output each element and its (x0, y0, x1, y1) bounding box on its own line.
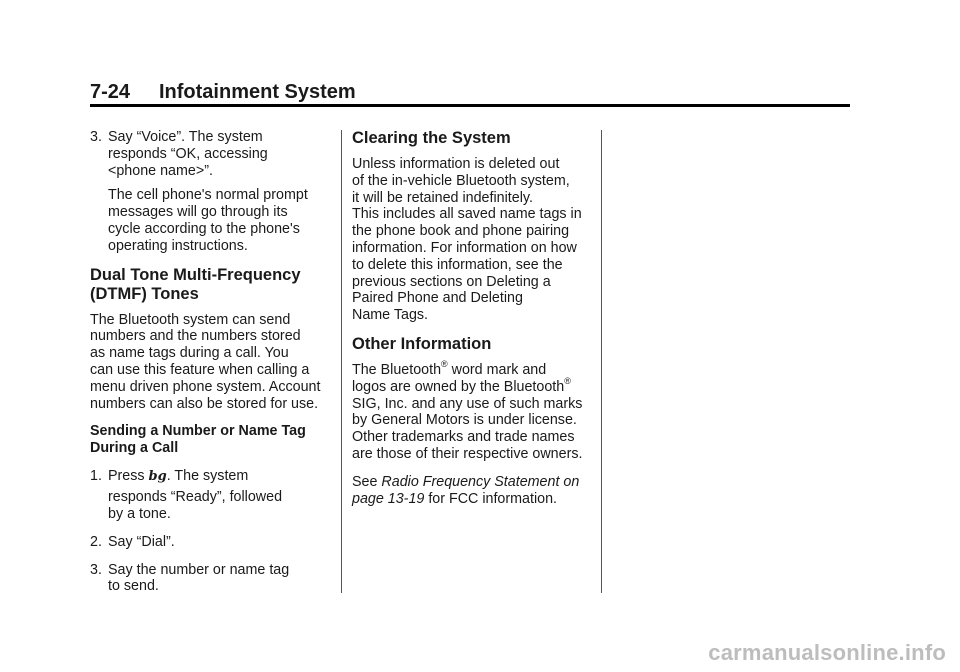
fcc-page-link[interactable]: page 13-19 (352, 490, 425, 507)
page-title: Infotainment System (159, 81, 356, 103)
sending-number-heading: Sending a Number or Name Tag During a Call (90, 423, 306, 457)
dtmf-heading: Dual Tone Multi-Frequency (DTMF) Tones (90, 265, 301, 303)
step-2-dial: 2. Say “Dial”. (90, 533, 175, 550)
other-information-heading: Other Information (352, 334, 492, 353)
column-middle (352, 129, 592, 507)
column-left (90, 129, 330, 595)
header-rule (90, 104, 850, 107)
step-3-note: The cell phone's normal prompt messages will go through its cycle according to the phone's operating instructions. (108, 187, 308, 254)
other-information-paragraph: The Bluetooth® word mark and logos are owned by the Bluetooth® SIG, Inc. and any use of such marks by General Motors is under license. Other trademarks and trade names are those of their respective owners. (352, 359, 583, 462)
registered-mark: ® (441, 359, 448, 370)
phone-call-icon: b (148, 469, 158, 485)
clearing-paragraph: Unless information is deleted out of the in-vehicle Bluetooth system, it will be retained indefinitely. This includes all saved name tags in the phone book and phone pairing information. For information on how to delete this information, see the previous sections on Deleting a Paired Phone and Deleting Name Tags. (352, 156, 582, 324)
step-3-voice: 3. Say “Voice”. The system responds “OK, accessing <phone name>”. (90, 129, 268, 179)
fcc-reference: See Radio Frequency Statement on page 13-19 for FCC information. (352, 473, 580, 507)
watermark: carmanualsonline.info (708, 640, 946, 665)
step-3-send: 3. Say the number or name tag to send. (90, 561, 290, 595)
page-number: 7-24 (90, 81, 131, 103)
step-1-press: 1. Press bg. The system responds “Ready”, followed by a tone. (90, 468, 283, 522)
registered-mark: ® (564, 376, 571, 386)
dtmf-paragraph: The Bluetooth system can send numbers and the numbers stored as name tags during a call. You can use this feature when calling a menu driven phone system. Account numbers can also be stored for use. (90, 311, 321, 412)
column-divider-right (601, 130, 602, 593)
column-divider-left (341, 130, 342, 593)
fcc-link[interactable]: Radio Frequency Statement on (381, 473, 580, 490)
push-to-talk-icon: g (157, 469, 167, 485)
clearing-heading: Clearing the System (352, 129, 511, 147)
